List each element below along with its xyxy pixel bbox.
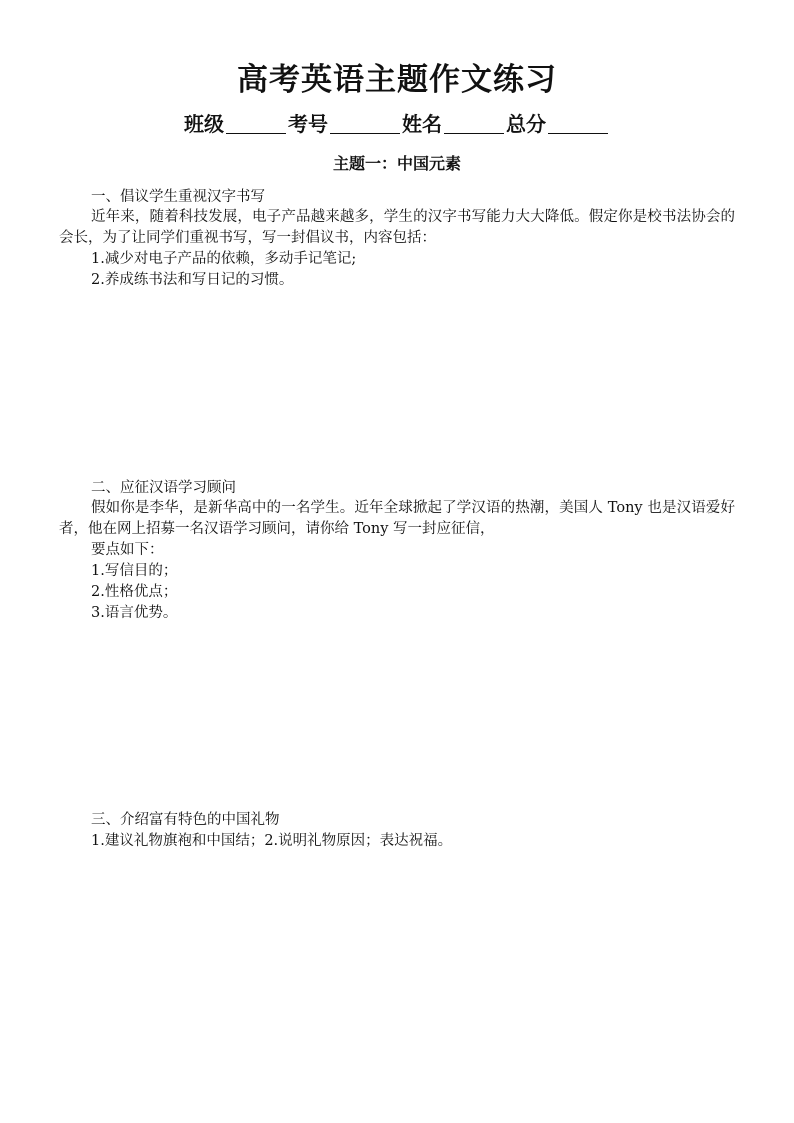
- score-blank: [548, 113, 608, 134]
- section-1-paragraph: 近年来，随着科技发展，电子产品越来越多，学生的汉字书写能力大大降低。假定你是校书法协会的会长，为了让同学们重视书写，写一封倡议书，内容包括：: [59, 209, 735, 246]
- section-1-heading: 一、倡议学生重视汉字书写: [91, 189, 265, 205]
- class-label: 班级: [184, 112, 224, 136]
- document-title: 高考英语主题作文练习: [237, 62, 557, 98]
- name-blank: [444, 113, 504, 134]
- student-info-line: [0, 110, 794, 138]
- section-2-point-3: 3.语言优势。: [91, 605, 178, 621]
- section-1-point-2: 2.养成练书法和写日记的习惯。: [91, 272, 294, 288]
- exam-no-label: 考号: [288, 112, 328, 136]
- class-blank: [226, 113, 286, 134]
- section-2-intro: 要点如下：: [91, 542, 164, 558]
- topic-heading: 主题一：中国元素: [332, 154, 461, 173]
- section-1-point-1: 1.减少对电子产品的依赖，多动手记笔记;: [91, 251, 357, 267]
- score-label: 总分: [506, 112, 546, 136]
- section-3-heading: 三、介绍富有特色的中国礼物: [91, 812, 280, 828]
- section-2-paragraph: 假如你是李华，是新华高中的一名学生。近年全球掀起了学汉语的热潮，美国人 Tony 也是汉语爱好者，他在网上招募一名汉语学习顾问，请你给 Tony 写一封应征信，: [59, 500, 735, 537]
- section-3-point-1: 1.建议礼物旗袍和中国结；2.说明礼物原因；表达祝福。: [91, 833, 453, 849]
- section-2-point-2: 2.性格优点；: [91, 584, 178, 600]
- section-2-heading: 二、应征汉语学习顾问: [91, 480, 236, 496]
- exam-no-blank: [330, 113, 400, 134]
- name-label: 姓名: [402, 112, 442, 136]
- section-2-point-1: 1.写信目的；: [91, 563, 178, 579]
